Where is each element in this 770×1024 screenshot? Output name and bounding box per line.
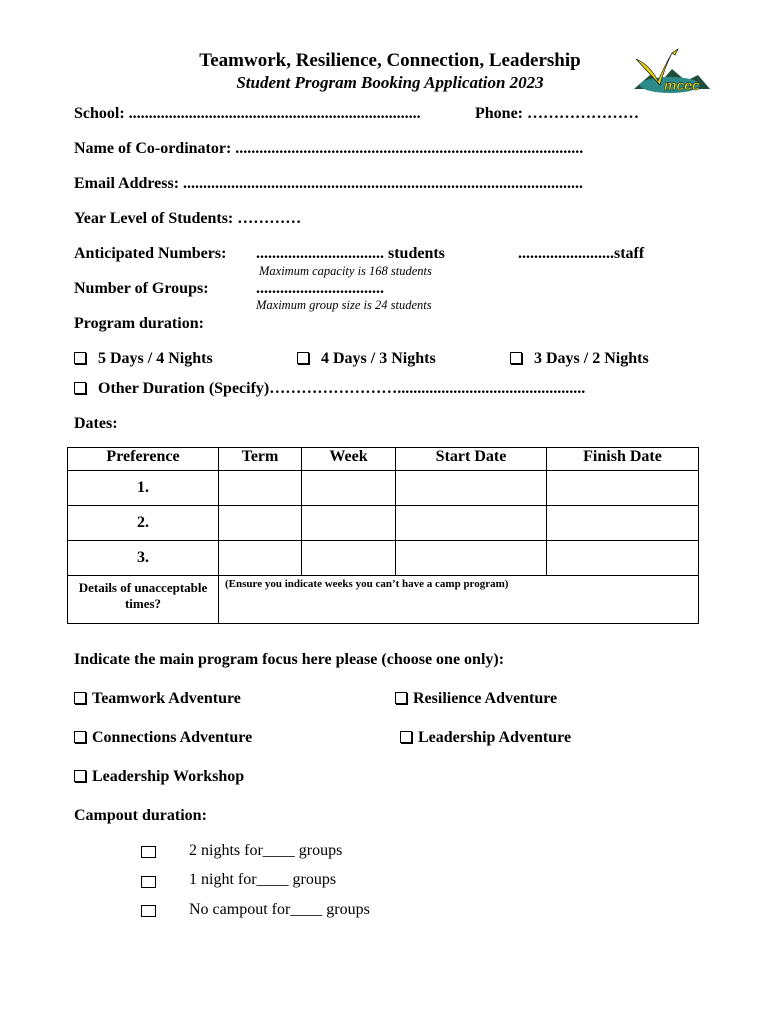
checkbox-icon[interactable] <box>141 876 156 888</box>
details-row <box>68 576 699 624</box>
staff-field[interactable]: ........................staff <box>518 245 645 262</box>
term-cell[interactable] <box>219 541 302 576</box>
week-cell[interactable] <box>302 471 396 506</box>
checkbox-icon[interactable] <box>400 731 412 743</box>
focus-option-leadership[interactable]: Leadership Adventure <box>400 729 571 747</box>
campout-label: Campout duration: <box>74 807 207 824</box>
groups-field[interactable]: ................................ <box>256 280 384 297</box>
table-row <box>68 506 699 541</box>
preference-cell: 3. <box>68 541 219 576</box>
groups-label: Number of Groups: <box>74 280 209 297</box>
email-field[interactable]: Email Address: .................................................................................................... <box>74 175 584 192</box>
term-cell[interactable] <box>219 471 302 506</box>
checkbox-icon[interactable] <box>141 846 156 858</box>
checkbox-icon[interactable] <box>74 382 86 394</box>
program-duration-label: Program duration: <box>74 315 204 332</box>
header-term: Term <box>219 448 302 471</box>
focus-prompt: Indicate the main program focus here please (choose one only): <box>74 651 505 668</box>
dates-label: Dates: <box>74 415 118 432</box>
preference-cell: 1. <box>68 471 219 506</box>
students-field[interactable]: ................................ students <box>256 245 445 262</box>
svg-text:mcec: mcec <box>664 77 700 93</box>
checkbox-icon[interactable] <box>74 692 86 704</box>
details-label: Details of unacceptable times? <box>68 576 219 624</box>
group-size-note: Maximum group size is 24 students <box>256 298 432 312</box>
preference-cell: 2. <box>68 506 219 541</box>
campout-option-1-night: 1 night for____ groups <box>189 871 337 888</box>
campout-checkbox-2-nights[interactable] <box>141 845 156 863</box>
details-input[interactable]: (Ensure you indicate weeks you can’t have a camp program) <box>219 576 699 624</box>
finish-date-cell[interactable] <box>547 506 699 541</box>
focus-option-resilience[interactable]: Resilience Adventure <box>395 690 557 708</box>
week-cell[interactable] <box>302 506 396 541</box>
campout-option-2-nights: 2 nights for____ groups <box>189 842 343 859</box>
start-date-cell[interactable] <box>396 506 547 541</box>
focus-option-teamwork[interactable]: Teamwork Adventure <box>74 690 241 708</box>
phone-field[interactable]: Phone: ………………… <box>475 105 639 122</box>
table-row <box>68 471 699 506</box>
header-finish-date: Finish Date <box>547 448 699 471</box>
checkbox-icon[interactable] <box>74 352 86 364</box>
duration-option-3-days[interactable]: 3 Days / 2 Nights <box>510 350 649 368</box>
checkbox-icon[interactable] <box>74 731 86 743</box>
finish-date-cell[interactable] <box>547 471 699 506</box>
focus-option-workshop[interactable]: Leadership Workshop <box>74 768 244 786</box>
campout-option-none: No campout for____ groups <box>189 901 370 918</box>
week-cell[interactable] <box>302 541 396 576</box>
campout-checkbox-none[interactable] <box>141 904 156 922</box>
table-header-row <box>68 448 699 471</box>
checkbox-icon[interactable] <box>510 352 522 364</box>
term-cell[interactable] <box>219 506 302 541</box>
duration-option-other[interactable]: Other Duration (Specify)……………………............................................... <box>74 380 585 398</box>
campout-checkbox-1-night[interactable] <box>141 875 156 893</box>
anticipated-numbers-label: Anticipated Numbers: <box>74 245 227 262</box>
coordinator-field[interactable]: Name of Co-ordinator: ....................................................................................... <box>74 140 584 157</box>
school-field[interactable]: School: ......................................................................... <box>74 105 421 122</box>
organisation-logo <box>628 45 712 101</box>
duration-option-5-days[interactable]: 5 Days / 4 Nights <box>74 350 213 368</box>
table-row <box>68 541 699 576</box>
start-date-cell[interactable] <box>396 471 547 506</box>
focus-option-connections[interactable]: Connections Adventure <box>74 729 252 747</box>
page-subtitle: Student Program Booking Application 2023 <box>236 73 544 92</box>
dates-table <box>67 447 699 624</box>
header-preference: Preference <box>68 448 219 471</box>
checkbox-icon[interactable] <box>297 352 309 364</box>
header-week: Week <box>302 448 396 471</box>
duration-option-4-days[interactable]: 4 Days / 3 Nights <box>297 350 436 368</box>
header-start-date: Start Date <box>396 448 547 471</box>
start-date-cell[interactable] <box>396 541 547 576</box>
capacity-note: Maximum capacity is 168 students <box>259 264 432 278</box>
checkbox-icon[interactable] <box>74 770 86 782</box>
checkbox-icon[interactable] <box>395 692 407 704</box>
year-level-field[interactable]: Year Level of Students: ………… <box>74 210 302 227</box>
finish-date-cell[interactable] <box>547 541 699 576</box>
checkbox-icon[interactable] <box>141 905 156 917</box>
page-title: Teamwork, Resilience, Connection, Leadership <box>199 50 581 71</box>
